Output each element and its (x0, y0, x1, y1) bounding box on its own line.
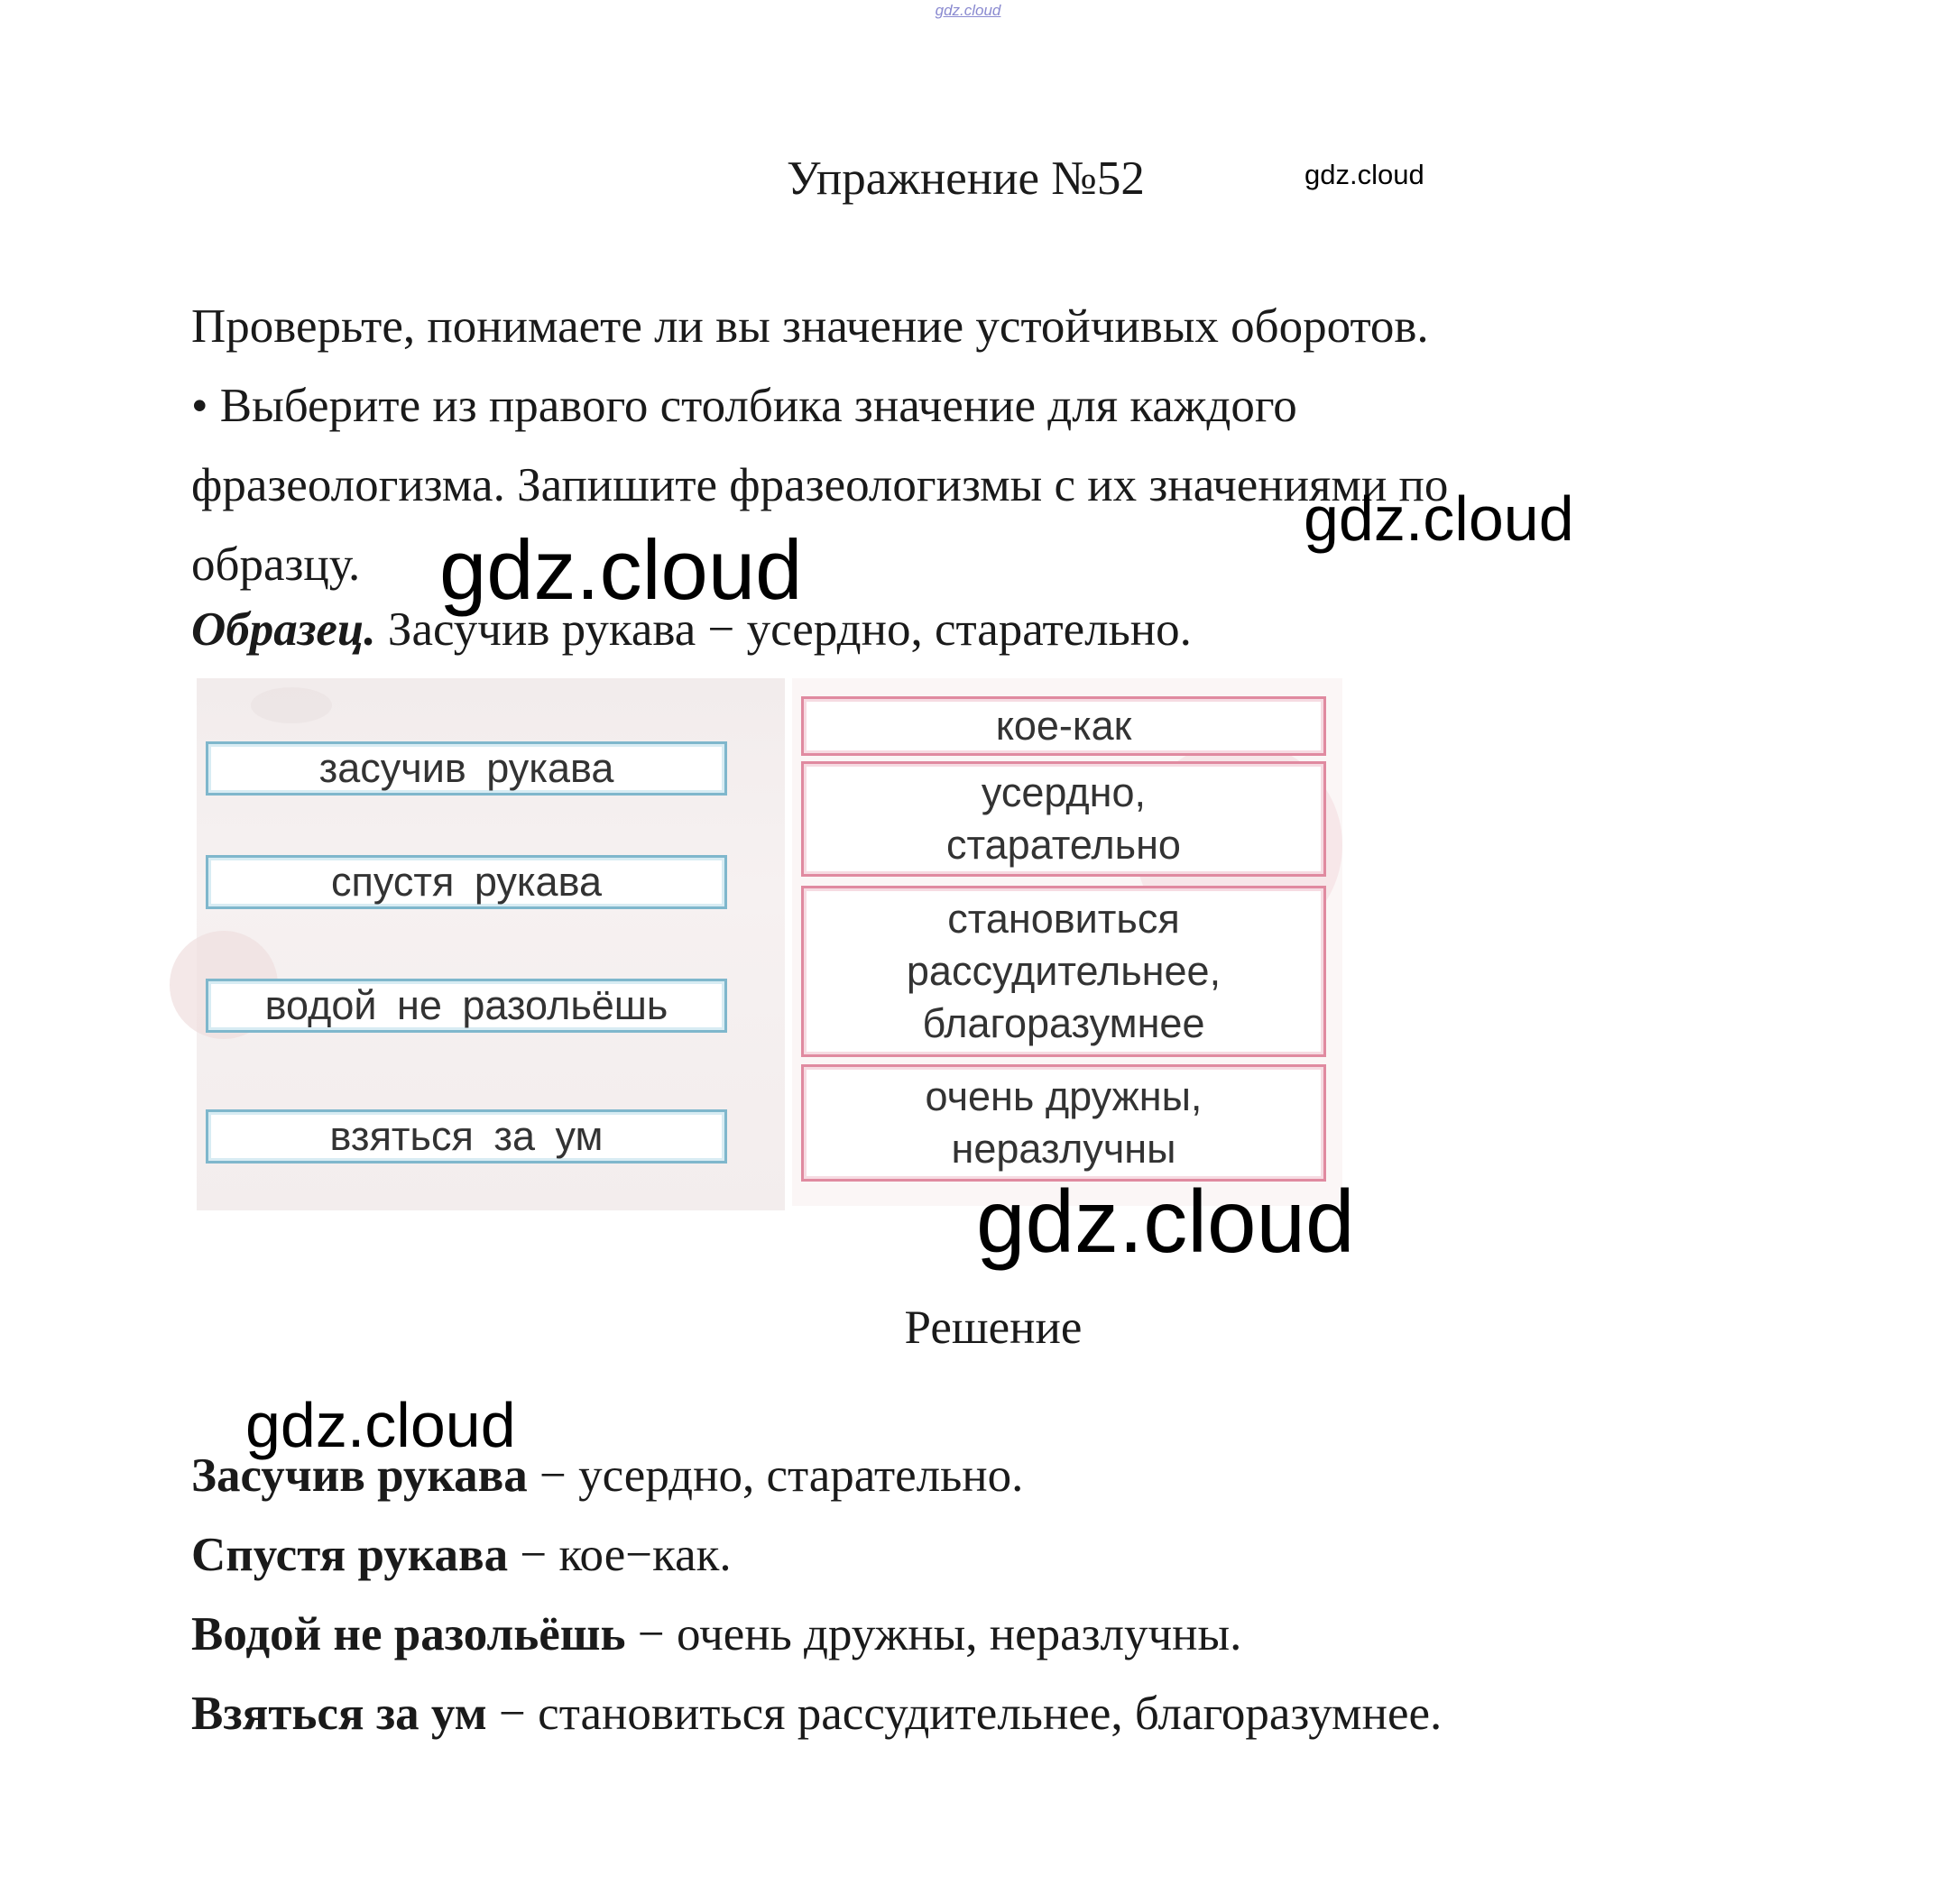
top-watermark: gdz.cloud (935, 2, 1001, 19)
answer-line (191, 1595, 1905, 1674)
watermark-large: gdz.cloud (976, 1172, 1355, 1271)
answer-meaning: − кое−как. (508, 1529, 732, 1581)
meaning-box: очень дружны, неразлучны (801, 1064, 1326, 1182)
answer-meaning: − усердно, старательно. (527, 1449, 1024, 1502)
watermark-medium: gdz.cloud (245, 1390, 516, 1460)
task-line: Проверьте, понимаете ли вы значение устойчивых оборотов. (191, 300, 1429, 353)
meaning-box: кое-как (801, 696, 1326, 756)
answers-list (191, 1436, 1905, 1753)
answer-meaning: − становиться рассудительнее, благоразумнее. (486, 1688, 1443, 1740)
solution-title: Решение (904, 1302, 1083, 1354)
phrases-column-image (197, 678, 785, 1210)
phrase-box: засучив рукава (206, 741, 727, 796)
phrase-box: спустя рукава (206, 855, 727, 909)
answer-phrase: Водой не разольёшь (191, 1608, 626, 1660)
answer-phrase: Взяться за ум (191, 1688, 487, 1740)
meaning-box: усердно, старательно (801, 761, 1326, 877)
sample-text: Засучив рукава − усердно, старательно. (375, 603, 1192, 656)
task-line: фразеологизма. Запишите фразеологизмы с их значениями по (191, 459, 1449, 511)
answer-line (191, 1436, 1905, 1515)
answer-phrase: Спустя рукава (191, 1529, 509, 1581)
task-line: образцу. (191, 538, 361, 591)
task-line: • Выберите из правого столбика значение для каждого (191, 380, 1297, 432)
page-title: Упражнение №52 (787, 152, 1145, 205)
task-text (191, 287, 1815, 604)
watermark-large: gdz.cloud (439, 522, 803, 617)
watermark-small: gdz.cloud (1304, 159, 1424, 190)
meanings-column-image (792, 678, 1342, 1206)
phrase-box: водой не разольёшь (206, 979, 727, 1033)
answer-meaning: − очень дружны, неразлучны. (625, 1608, 1242, 1660)
answer-phrase: Засучив рукава (191, 1449, 528, 1502)
answer-line (191, 1515, 1905, 1595)
answer-line (191, 1674, 1905, 1753)
sample-label: Образец. (191, 603, 376, 656)
phrase-box: взяться за ум (206, 1109, 727, 1164)
watermark-medium: gdz.cloud (1304, 483, 1574, 554)
meaning-box: становиться рассудительнее, благоразумнее (801, 886, 1326, 1057)
